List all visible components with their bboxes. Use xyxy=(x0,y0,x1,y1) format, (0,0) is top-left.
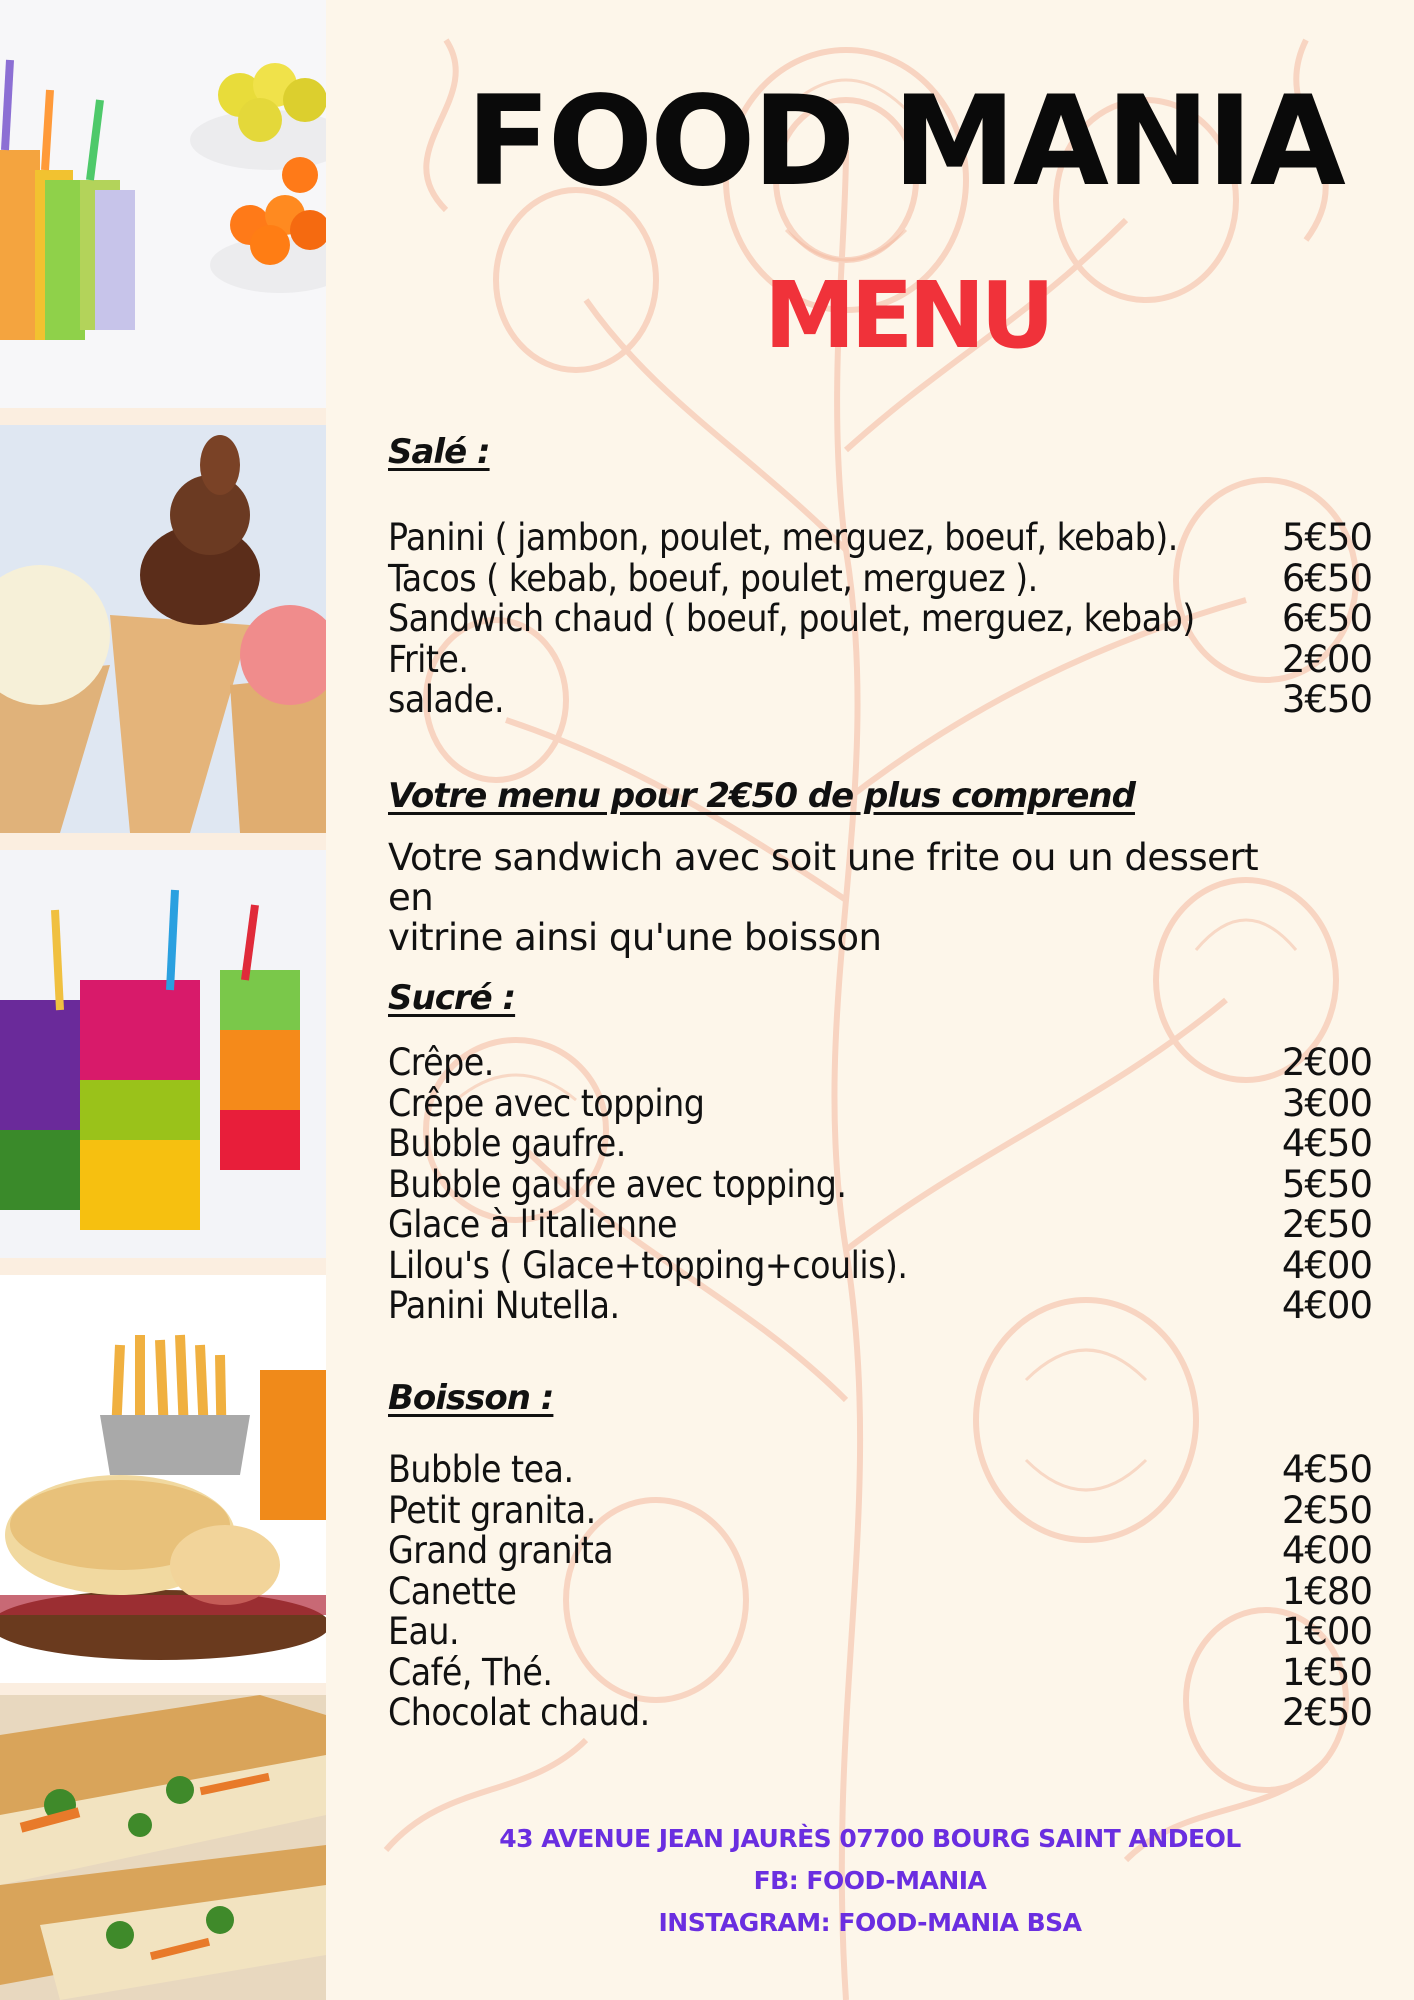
item-name: Petit granita. xyxy=(388,1488,596,1532)
menu-item xyxy=(388,1081,1388,1125)
menu-item xyxy=(388,1650,1388,1694)
bubble-tea-photo xyxy=(0,0,326,408)
menu-content xyxy=(326,0,1414,2000)
item-name: Panini Nutella. xyxy=(388,1284,620,1327)
item-name: Crêpe avec topping xyxy=(388,1081,705,1125)
restaurant-name: FOOD MANIA xyxy=(466,70,1343,214)
item-price: 6€50 xyxy=(1281,597,1372,640)
menu-item xyxy=(388,1531,1388,1572)
item-name: Chocolat chaud. xyxy=(388,1691,650,1734)
section-title-sale: Salé : xyxy=(388,432,490,472)
item-price: 5€50 xyxy=(1281,516,1372,559)
item-name: Eau. xyxy=(388,1610,460,1653)
menu-item xyxy=(388,1569,1388,1613)
footer-address: 43 AVENUE JEAN JAURÈS 07700 BOURG SAINT ANDEOL xyxy=(499,1824,1241,1853)
menu-item xyxy=(388,680,1388,721)
menu-offer-line: Votre sandwich avec soit une frite ou un dessert en xyxy=(388,836,1259,919)
footer-facebook: FB: FOOD-MANIA xyxy=(753,1866,987,1895)
menu-item xyxy=(388,1243,1388,1287)
item-price: 4€50 xyxy=(1281,1448,1372,1491)
item-price: 3€50 xyxy=(1281,678,1372,721)
menu-item xyxy=(388,1488,1388,1532)
item-name: Tacos ( kebab, boeuf, poulet, merguez ). xyxy=(388,556,1038,600)
menu-item xyxy=(388,1286,1388,1327)
menu-offer-line: vitrine ainsi qu'une boisson xyxy=(388,916,882,959)
item-name: Panini ( jambon, poulet, merguez, boeuf, kebab). xyxy=(388,516,1178,559)
menu-item xyxy=(388,1612,1388,1653)
item-price: 4€00 xyxy=(1281,1284,1372,1327)
item-name: Sandwich chaud ( boeuf, poulet, merguez, kebab) xyxy=(388,597,1195,640)
panini-fries-photo xyxy=(0,1275,326,1683)
section-title-menu-offer: Votre menu pour 2€50 de plus comprend xyxy=(388,776,1135,816)
item-name: Frite. xyxy=(388,637,469,681)
section-title-boisson: Boisson : xyxy=(388,1378,554,1418)
menu-item xyxy=(388,1205,1388,1246)
item-name: Grand granita xyxy=(388,1529,614,1572)
item-name: Café, Thé. xyxy=(388,1650,553,1694)
item-name: Bubble tea. xyxy=(388,1448,574,1491)
ice-cream-cones-photo xyxy=(0,425,326,833)
item-price: 2€50 xyxy=(1281,1691,1372,1734)
item-name: Lilou's ( Glace+topping+coulis). xyxy=(388,1243,908,1287)
item-name: Bubble gaufre avec topping. xyxy=(388,1162,847,1206)
footer-instagram: INSTAGRAM: FOOD-MANIA BSA xyxy=(658,1908,1082,1937)
item-price: 4€00 xyxy=(1281,1529,1372,1572)
item-price: 1€00 xyxy=(1281,1610,1372,1653)
item-name: Bubble gaufre. xyxy=(388,1122,626,1165)
menu-item xyxy=(388,1693,1388,1734)
item-price: 1€80 xyxy=(1281,1569,1372,1613)
section-title-sucre: Sucré : xyxy=(388,978,516,1018)
menu-item xyxy=(388,1450,1388,1491)
granita-cups-photo xyxy=(0,850,326,1258)
item-price: 4€50 xyxy=(1281,1122,1372,1165)
item-price: 3€00 xyxy=(1281,1081,1372,1125)
boisson-items xyxy=(388,1450,1388,1734)
item-name: salade. xyxy=(388,678,505,721)
item-name: Canette xyxy=(388,1569,517,1613)
menu-item xyxy=(388,518,1388,559)
item-price: 5€50 xyxy=(1281,1162,1372,1206)
menu-item xyxy=(388,1124,1388,1165)
menu-item xyxy=(388,599,1388,640)
item-price: 6€50 xyxy=(1281,556,1372,600)
sucre-items xyxy=(388,1043,1388,1327)
item-price: 2€50 xyxy=(1281,1488,1372,1532)
sale-items xyxy=(388,518,1388,721)
baguette-sandwich-photo xyxy=(0,1695,326,2000)
menu-offer-description xyxy=(388,838,1288,958)
menu-item xyxy=(388,556,1388,600)
item-price: 2€00 xyxy=(1281,637,1372,681)
item-price: 1€50 xyxy=(1281,1650,1372,1694)
item-name: Glace à l'italienne xyxy=(388,1203,678,1246)
menu-item xyxy=(388,1162,1388,1206)
menu-item xyxy=(388,637,1388,681)
item-price: 4€00 xyxy=(1281,1243,1372,1287)
photo-strip xyxy=(0,0,326,2000)
menu-heading: MENU xyxy=(764,262,1051,369)
item-price: 2€50 xyxy=(1281,1203,1372,1246)
menu-item xyxy=(388,1043,1388,1084)
item-name: Crêpe. xyxy=(388,1041,494,1084)
item-price: 2€00 xyxy=(1281,1041,1372,1084)
